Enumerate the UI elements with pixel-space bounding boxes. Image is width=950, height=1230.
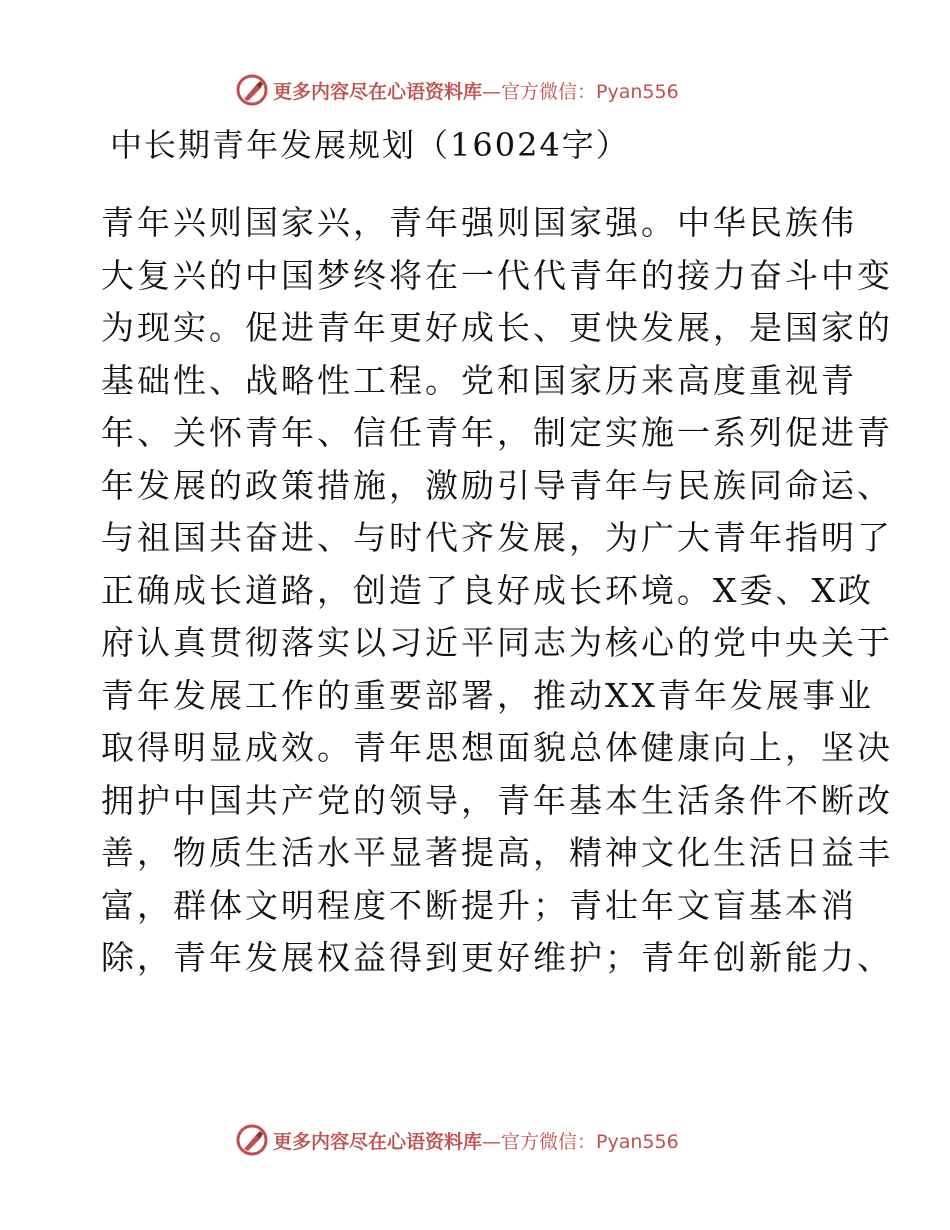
paragraph-line: 善，物质生活水平显著提高，精神文化生活日益丰: [101, 833, 893, 872]
pen-logo-icon: [235, 1123, 269, 1157]
paragraph-line: 基础性、战略性工程。党和国家历来高度重视青: [101, 360, 857, 400]
paragraph-line: 年、关怀青年、信任青年，制定实施一系列促进青: [101, 413, 893, 452]
paragraph-line: 府认真贯彻落实以习近平同志为核心的党中央关于: [101, 623, 893, 662]
paragraph-line: 青年发展工作的重要部署，推动XX青年发展事业: [101, 675, 874, 715]
document-body: [101, 197, 893, 985]
paragraph-line: 正确成长道路，创造了良好成长环境。X委、X政: [101, 570, 874, 610]
paragraph-line: 为现实。促进青年更好成长、更快发展，是国家的: [101, 308, 893, 347]
paragraph-line: 除，青年发展权益得到更好维护；青年创新能力、: [101, 938, 893, 977]
paragraph-line: 拥护中国共产党的领导，青年基本生活条件不断改: [101, 780, 893, 820]
watermark-contact: —官方微信：Pyan556: [482, 1130, 679, 1153]
paragraph-line: 与祖国共奋进、与时代齐发展，为广大青年指明了: [101, 518, 893, 557]
paragraph-line: 青年兴则国家兴，青年强则国家强。中华民族伟: [101, 203, 857, 242]
paragraph-line: 年发展的政策措施，激励引导青年与民族同命运、: [101, 465, 893, 505]
footer-watermark: [235, 1122, 679, 1158]
paragraph-line: 取得明显成效。青年思想面貌总体健康向上，坚决: [101, 728, 893, 767]
page-title: 中长期青年发展规划（16024字）: [110, 126, 630, 164]
watermark-text: 更多内容尽在心语资料库: [273, 1130, 483, 1153]
paragraph-line: 富，群体文明程度不断提升；青壮年文盲基本消: [101, 885, 857, 925]
paragraph-line: 大复兴的中国梦终将在一代代青年的接力奋斗中变: [101, 255, 893, 295]
pen-logo-icon: [235, 73, 269, 107]
header-watermark: [235, 72, 679, 108]
watermark-contact: —官方微信：Pyan556: [482, 80, 679, 103]
watermark-text: 更多内容尽在心语资料库: [273, 80, 483, 103]
